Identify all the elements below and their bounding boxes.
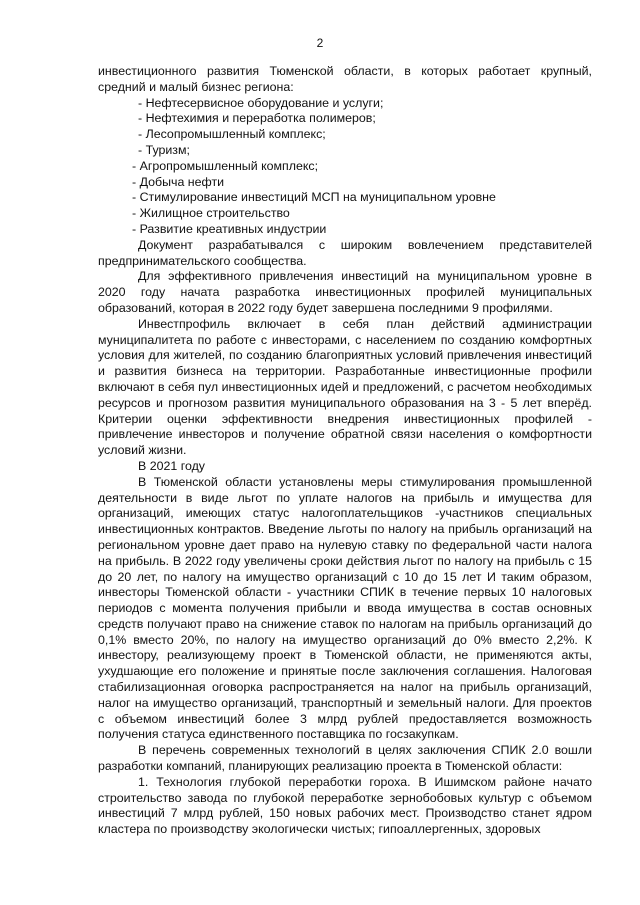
list-item: - Нефтехимия и переработка полимеров;: [138, 111, 376, 126]
paragraph-year-2021: В 2021 году: [138, 458, 206, 473]
list-item: - Нефтесервисное оборудование и услуги;: [138, 95, 384, 110]
paragraph-investprofile: Инвестпрофиль включает в себя план действий администрации муниципалитета по работе с инвесторами, с населением по созданию комфортных условия для жителей, по созданию благоприятных условий привлечения инвестиций и развития бизнеса на территории. Разработанные инвестиционные профили включают в себя пул инвестиционных идей и предложений, с расчетом необходимых ресурсов и прогнозом развития муниципального образования на 3 - 5 лет вперёд. Критерии оценки эффективности внедрения инвестиционных профилей - привлечение инвесторов и получение обратной связи населения о комфортности условий жизни.: [98, 316, 592, 458]
list-item: - Развитие креативных индустрии: [132, 221, 327, 236]
document-body: [98, 64, 592, 838]
list-item: - Стимулирование инвестиций МСП на муниципальном уровне: [132, 190, 496, 205]
investment-profiles-list-1: [98, 96, 592, 159]
paragraph-document-developed: Документ разрабатывался с широким вовлечением представителей предпринимательского сообщества.: [98, 237, 592, 268]
list-item: - Туризм;: [138, 142, 190, 157]
intro-paragraph: инвестиционного развития Тюменской области, в которых работает крупный, средний и малый бизнес региона:: [98, 64, 592, 94]
paragraph-stimulus-measures: В Тюменской области установлены меры стимулирования промышленной деятельности в виде льгот по уплате налогов на прибыль и имущества для организаций, имеющих статус налогоплательщиков -участников специальных инвестиционных контрактов. Введение льготы по налогу на прибыль организаций на региональном уровне дает право на нулевую ставку по федеральной части налога на прибыль. В 2022 году увеличены сроки действия льгот по налогу на прибыль с 15 до 20 лет, по налогу на имущество организаций с 10 до 15 лет И таким образом, инвесторы Тюменской области - участники СПИК в течение первых 10 налоговых периодов с момента получения прибыли и ввода имущества в состав основных средств получают право на снижение ставок по налогам на прибыль организаций до 0,1% вместо 20%, по налогу на имущество организаций до 0% вместо 2,2%. К инвестору, реализующему проект в Тюменской области, не применяются акты, ухудшающие его положение и принятые после заключения соглашения. Налоговая стабилизационная оговорка распространяется на налог на прибыль организаций, налог на имущество организаций, транспортный и земельный налоги. Для проектов с объемом инвестиций более 3 млрд рублей предоставляется возможность получения статуса единственного поставщика по госзакупкам.: [98, 474, 592, 742]
investment-profiles-list-2: [98, 159, 592, 238]
list-item: - Добыча нефти: [132, 174, 225, 189]
list-item: - Агропромышленный комплекс;: [132, 158, 319, 173]
paragraph-spik-list: В перечень современных технологий в целях заключения СПИК 2.0 вошли разработки компаний, планирующих реализацию проекта в Тюменской области:: [98, 743, 592, 774]
list-item: - Лесопромышленный комплекс;: [138, 127, 326, 142]
paragraph-municipal-profiles: Для эффективного привлечения инвестиций на муниципальном уровне в 2020 году начата разработка инвестиционных профилей муниципальных образований, которая в 2022 году будет завершена последними 9 профилями.: [98, 269, 592, 315]
paragraph-pea-processing: 1. Технология глубокой переработки гороха. В Ишимском районе начато строительство завода по глубокой переработке зернобобовых культур с объемом инвестиций 7 млрд рублей, 150 новых рабочих мест. Производство станет ядром кластера по производству экологически чистых; гипоаллергенных, здоровых: [98, 774, 592, 837]
list-item: - Жилищное строительство: [132, 206, 290, 221]
page-number: 2: [316, 36, 324, 50]
